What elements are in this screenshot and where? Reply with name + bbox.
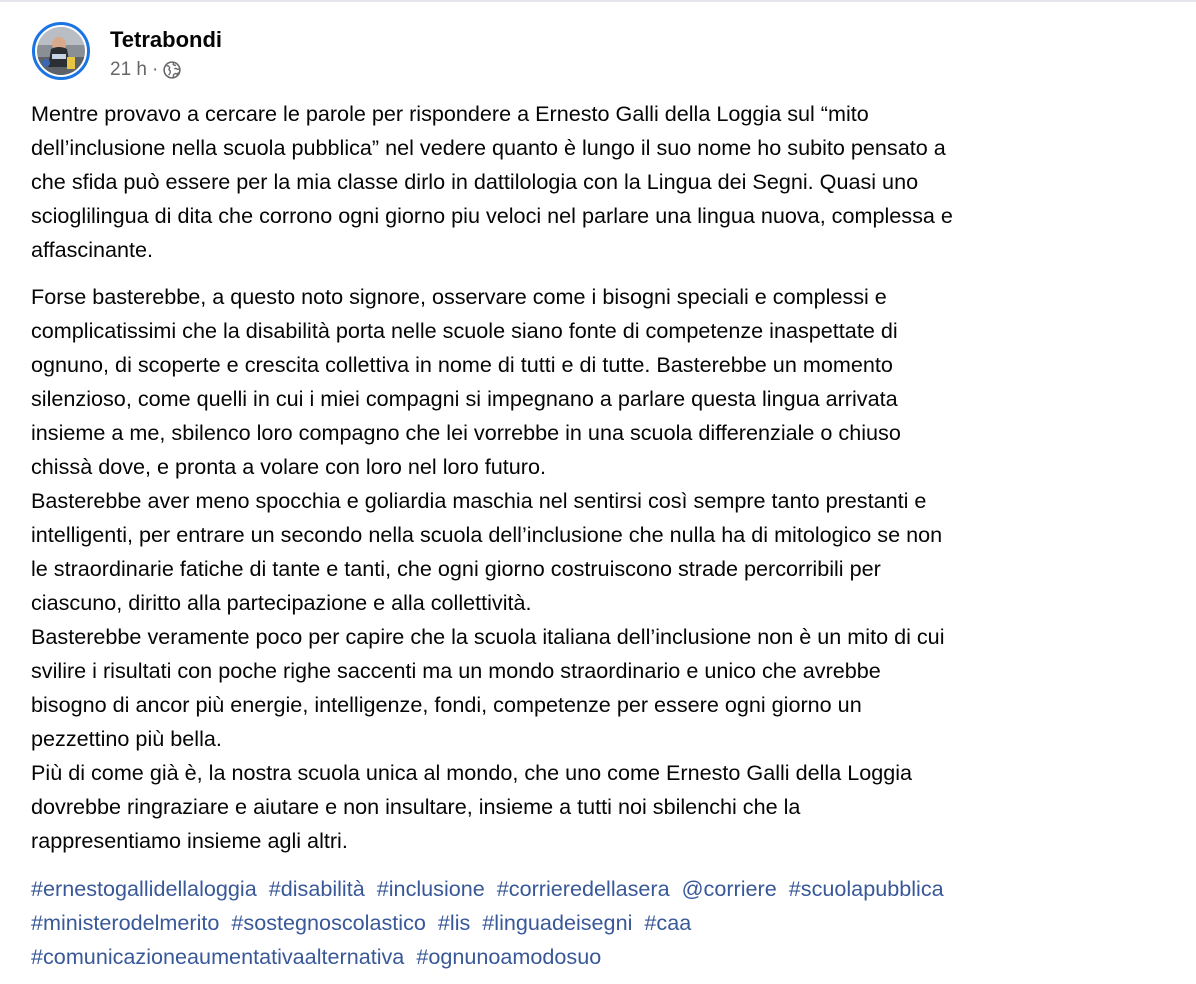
post-header bbox=[32, 22, 222, 92]
text-line: Forse basterebbe, a questo noto signore, osservare come i bisogni speciali e complessi e bbox=[31, 284, 887, 309]
globe-icon[interactable] bbox=[163, 61, 181, 79]
text-line: pezzettino più bella. bbox=[31, 726, 222, 751]
hashtag-link[interactable]: #inclusione bbox=[376, 876, 485, 901]
text-line: intelligenti, per entrare un secondo nella scuola dell’inclusione che nulla ha di mitologico se non bbox=[31, 522, 943, 547]
text-line: Più di come già è, la nostra scuola unica al mondo, che uno come Ernesto Galli della Loggia bbox=[31, 760, 913, 785]
text-line: Basterebbe veramente poco per capire che la scuola italiana dell’inclusione non è un mito di cui bbox=[31, 624, 945, 649]
avatar[interactable] bbox=[32, 22, 90, 80]
hashtag-line bbox=[31, 906, 1171, 940]
meta-separator: · bbox=[151, 59, 159, 80]
post-timestamp[interactable]: 21 h bbox=[110, 59, 147, 80]
text-line: dovrebbe ringraziare e aiutare e non insultare, insieme a tutti noi sbilenchi che la bbox=[31, 794, 801, 819]
hashtag-link[interactable]: #ernestogallidellaloggia bbox=[31, 876, 257, 901]
avatar-image bbox=[37, 27, 85, 75]
top-divider bbox=[0, 0, 1196, 2]
post-body bbox=[31, 97, 1171, 974]
hashtag-link[interactable]: #sostegnoscolastico bbox=[231, 910, 426, 935]
text-line: le straordinarie fatiche di tante e tanti, che ogni giorno costruiscono strade percorribili per bbox=[31, 556, 881, 581]
text-line: affascinante. bbox=[31, 237, 154, 262]
hashtag-link[interactable]: #lis bbox=[437, 910, 471, 935]
hashtag-link[interactable]: #disabilità bbox=[268, 876, 365, 901]
post-paragraph-2 bbox=[31, 280, 1171, 858]
text-line: scioglilingua di dita che corrono ogni giorno piu veloci nel parlare una lingua nuova, complessa e bbox=[31, 203, 953, 228]
text-line: ciascuno, diritto alla partecipazione e alla collettività. bbox=[31, 590, 532, 615]
hashtag-link[interactable]: #caa bbox=[644, 910, 692, 935]
post-meta bbox=[110, 56, 222, 84]
text-line: bisogno di ancor più energie, intelligenze, fondi, competenze per essere ogni giorno un bbox=[31, 692, 862, 717]
hashtag-line bbox=[31, 872, 1171, 906]
text-line: Basterebbe aver meno spocchia e goliardia maschia nel sentirsi così sempre tanto prestanti e bbox=[31, 488, 927, 513]
text-line: insieme a me, sbilenco loro compagno che lei vorrebbe in una scuola differenziale o chiuso bbox=[31, 420, 901, 445]
text-line: chissà dove, e pronta a volare con loro nel loro futuro. bbox=[31, 454, 546, 479]
hashtag-line bbox=[31, 940, 1171, 974]
text-line: che sfida può essere per la mia classe dirlo in dattilologia con la Lingua dei Segni. Quasi uno bbox=[31, 169, 919, 194]
text-line: Mentre provavo a cercare le parole per rispondere a Ernesto Galli della Loggia sul “mito bbox=[31, 101, 869, 126]
avatar-photo-icon bbox=[37, 27, 85, 75]
hashtag-link[interactable]: #ministerodelmerito bbox=[31, 910, 220, 935]
hashtag-link[interactable]: #comunicazioneaumentativaalternativa bbox=[31, 944, 405, 969]
author-name[interactable]: Tetrabondi bbox=[110, 27, 223, 52]
text-line: svilire i risultati con poche righe saccenti ma un mondo straordinario e unico che avrebbe bbox=[31, 658, 881, 683]
text-line: rappresentiamo insieme agli altri. bbox=[31, 828, 348, 853]
text-line: ognuno, di scoperte e crescita collettiva in nome di tutti e di tutte. Basterebbe un momento bbox=[31, 352, 893, 377]
hashtag-link[interactable]: #corrieredellasera bbox=[496, 876, 670, 901]
mention-link[interactable]: @corriere bbox=[681, 876, 777, 901]
post-paragraph-1 bbox=[31, 97, 1171, 267]
text-line: silenzioso, come quelli in cui i miei compagni si impegnano a parlare questa lingua arrivata bbox=[31, 386, 898, 411]
hashtag-link[interactable]: #scuolapubblica bbox=[788, 876, 944, 901]
text-line: dell’inclusione nella scuola pubblica” nel vedere quanto è lungo il suo nome ho subito pensato a bbox=[31, 135, 946, 160]
text-line: complicatissimi che la disabilità porta nelle scuole siano fonte di competenze inaspettate di bbox=[31, 318, 898, 343]
hashtag-list bbox=[31, 872, 1171, 974]
hashtag-link[interactable]: #ognunoamodosuo bbox=[416, 944, 602, 969]
hashtag-link[interactable]: #linguadeisegni bbox=[482, 910, 633, 935]
